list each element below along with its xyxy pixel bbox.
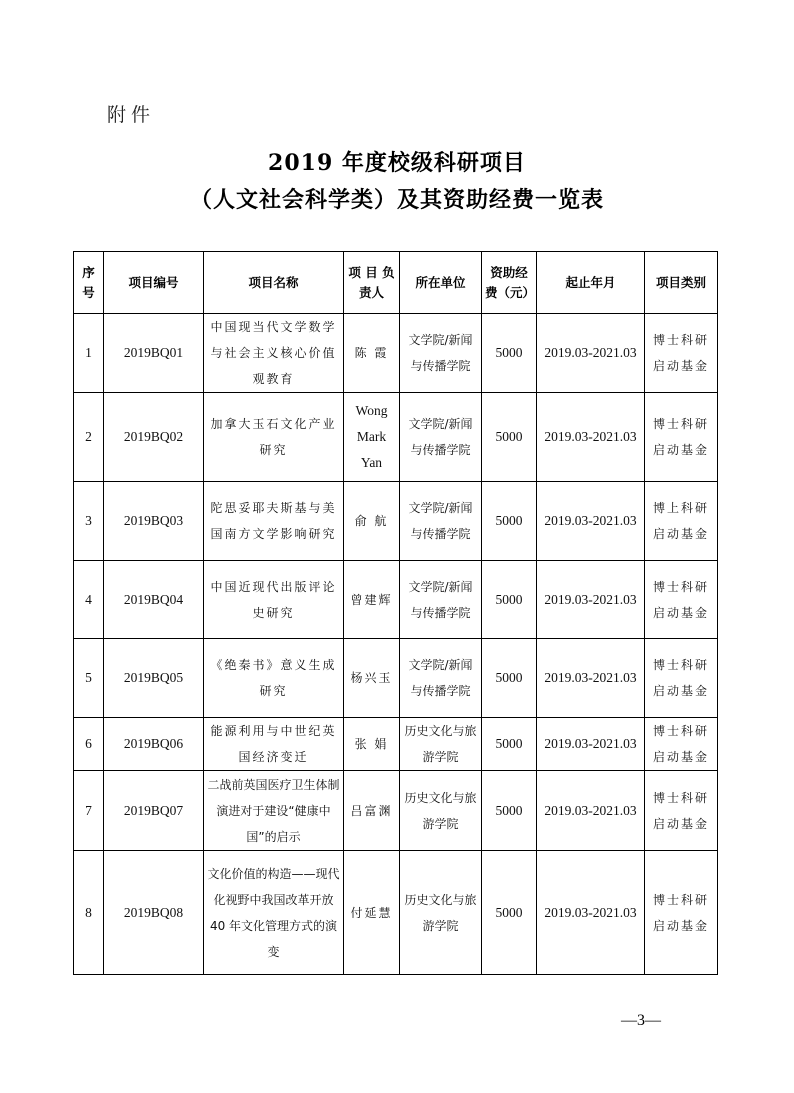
row-code: 2019BQ04 <box>104 561 204 639</box>
table-row <box>74 393 718 482</box>
row-unit: 历史文化与旅游学院 <box>400 771 482 851</box>
row-period: 2019.03-2021.03 <box>537 639 645 718</box>
row-category: 博上科研启动基金 <box>645 482 718 561</box>
header-name: 项目名称 <box>204 252 344 314</box>
row-leader: 陈 霞 <box>344 314 400 393</box>
row-period: 2019.03-2021.03 <box>537 718 645 771</box>
table-row <box>74 639 718 718</box>
row-category: 博士科研启动基金 <box>645 561 718 639</box>
row-funding: 5000 <box>482 851 537 975</box>
header-funding: 资助经费（元） <box>482 252 537 314</box>
row-category: 博士科研启动基金 <box>645 393 718 482</box>
page-number: —3— <box>621 1012 661 1029</box>
row-leader: 吕富渊 <box>344 771 400 851</box>
row-category: 博士科研启动基金 <box>645 851 718 975</box>
row-name: 陀思妥耶夫斯基与美国南方文学影响研究 <box>204 482 344 561</box>
row-code: 2019BQ02 <box>104 393 204 482</box>
row-leader: Wong Mark Yan <box>344 393 400 482</box>
row-funding: 5000 <box>482 314 537 393</box>
row-seq: 1 <box>74 314 104 393</box>
row-seq: 3 <box>74 482 104 561</box>
row-unit: 文学院/新闻与传播学院 <box>400 561 482 639</box>
row-name: 中国近现代出版评论史研究 <box>204 561 344 639</box>
row-funding: 5000 <box>482 393 537 482</box>
row-leader: 俞 航 <box>344 482 400 561</box>
row-leader: 付延慧 <box>344 851 400 975</box>
header-seq: 序号 <box>74 252 104 314</box>
table-row <box>74 771 718 851</box>
row-seq: 2 <box>74 393 104 482</box>
row-period: 2019.03-2021.03 <box>537 561 645 639</box>
row-unit: 文学院/新闻与传播学院 <box>400 393 482 482</box>
row-category: 博士科研启动基金 <box>645 314 718 393</box>
row-category: 博士科研启动基金 <box>645 718 718 771</box>
row-name: 《绝秦书》意义生成研究 <box>204 639 344 718</box>
row-unit: 文学院/新闻与传播学院 <box>400 482 482 561</box>
row-period: 2019.03-2021.03 <box>537 771 645 851</box>
row-leader: 杨兴玉 <box>344 639 400 718</box>
table-header-row <box>74 252 718 314</box>
row-funding: 5000 <box>482 639 537 718</box>
row-unit: 历史文化与旅游学院 <box>400 851 482 975</box>
row-funding: 5000 <box>482 561 537 639</box>
row-seq: 4 <box>74 561 104 639</box>
row-seq: 8 <box>74 851 104 975</box>
row-funding: 5000 <box>482 718 537 771</box>
row-code: 2019BQ01 <box>104 314 204 393</box>
row-unit: 文学院/新闻与传播学院 <box>400 639 482 718</box>
header-category: 项目类别 <box>645 252 718 314</box>
row-period: 2019.03-2021.03 <box>537 482 645 561</box>
header-period: 起止年月 <box>537 252 645 314</box>
header-unit: 所在单位 <box>400 252 482 314</box>
row-funding: 5000 <box>482 482 537 561</box>
row-name: 加拿大玉石文化产业研究 <box>204 393 344 482</box>
row-funding: 5000 <box>482 771 537 851</box>
row-name: 中国现当代文学数学与社会主义核心价值观教育 <box>204 314 344 393</box>
table-row <box>74 851 718 975</box>
table-row <box>74 561 718 639</box>
row-leader: 曾建辉 <box>344 561 400 639</box>
row-seq: 6 <box>74 718 104 771</box>
row-code: 2019BQ08 <box>104 851 204 975</box>
attachment-label: 附件 <box>107 104 156 126</box>
row-seq: 7 <box>74 771 104 851</box>
table-row <box>74 718 718 771</box>
row-code: 2019BQ06 <box>104 718 204 771</box>
document-title-line1: 2019 年度校级科研项目 <box>268 150 526 176</box>
row-period: 2019.03-2021.03 <box>537 314 645 393</box>
header-code: 项目编号 <box>104 252 204 314</box>
table-row <box>74 482 718 561</box>
row-code: 2019BQ07 <box>104 771 204 851</box>
row-unit: 历史文化与旅游学院 <box>400 718 482 771</box>
row-leader: 张 娟 <box>344 718 400 771</box>
row-period: 2019.03-2021.03 <box>537 851 645 975</box>
row-name: 文化价值的构造——现代化视野中我国改革开放 40 年文化管理方式的演变 <box>204 851 344 975</box>
document-title-line2: （人文社会科学类）及其资助经费一览表 <box>189 187 604 213</box>
row-code: 2019BQ03 <box>104 482 204 561</box>
header-leader: 项 目 负责人 <box>344 252 400 314</box>
row-seq: 5 <box>74 639 104 718</box>
row-category: 博士科研启动基金 <box>645 771 718 851</box>
row-category: 博士科研启动基金 <box>645 639 718 718</box>
row-code: 2019BQ05 <box>104 639 204 718</box>
table-row <box>74 314 718 393</box>
row-name: 二战前英国医疗卫生体制演进对于建设“健康中国”的启示 <box>204 771 344 851</box>
row-period: 2019.03-2021.03 <box>537 393 645 482</box>
row-unit: 文学院/新闻与传播学院 <box>400 314 482 393</box>
project-table <box>73 251 718 975</box>
row-name: 能源利用与中世纪英国经济变迁 <box>204 718 344 771</box>
